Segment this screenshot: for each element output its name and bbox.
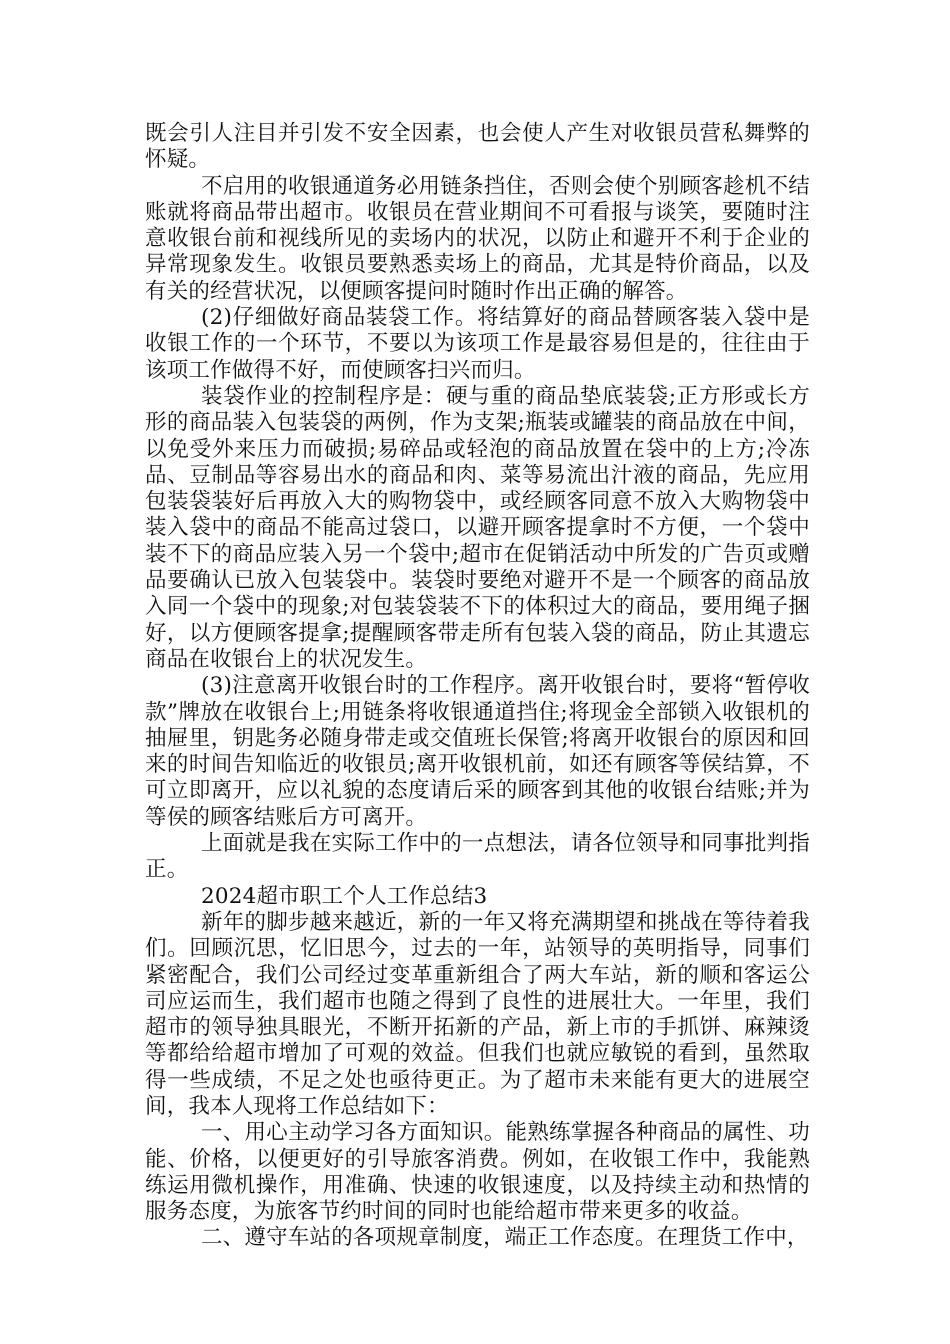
- paragraph-continuation: 既会引人注目并引发不安全因素，也会使人产生对收银员营私舞弊的怀疑。: [145, 121, 810, 173]
- paragraph-checkout-lane: 不启用的收银通道务必用链条挡住，否则会使个别顾客趁机不结账就将商品带出超市。收银员在营业期间不可看报与谈笑，要随时注意收银台前和视线所见的卖场内的状况，以防止和避开不利于企业的异常现象发生。收银员要熟悉卖场上的商品，尤其是特价商品，以及有关的经营状况，以便顾客提问时随时作出正确的解答。: [145, 173, 810, 304]
- document-page: [145, 121, 810, 1252]
- paragraph-bagging-intro: (2)仔细做好商品装袋工作。将结算好的商品替顾客装入袋中是收银工作的一个环节，不要以为该项工作是最容易但是的，往往由于该项工作做得不好，而使顾客扫兴而归。: [145, 305, 810, 383]
- paragraph-point-one: 一、用心主动学习各方面知识。能熟练掌握各种商品的属性、功能、价格，以便更好的引导旅客消费。例如，在收银工作中，我能熟练运用微机操作，用准确、快速的收银速度，以及持续主动和热情的服务态度，为旅客节约时间的同时也能给超市带来更多的收益。: [145, 1120, 810, 1225]
- paragraph-closing-remark: 上面就是我在实际工作中的一点想法，请各位领导和同事批判指正。: [145, 831, 810, 883]
- paragraph-bagging-procedure: 装袋作业的控制程序是：硬与重的商品垫底装袋;正方形或长方形的商品装入包装袋的两例，作为支架;瓶装或罐装的商品放在中间，以免受外来压力而破损;易碎品或轻泡的商品放置在袋中的上方;冷冻品、豆制品等容易出水的商品和肉、菜等易流出汁液的商品，先应用包装袋装好后再放入大的购物袋中，或经顾客同意不放入大购物袋中装入袋中的商品不能高过袋口，以避开顾客提拿时不方便，一个袋中装不下的商品应装入另一个袋中;超市在促销活动中所发的广告页或赠品要确认已放入包装袋中。装袋时要绝对避开不是一个顾客的商品放入同一个袋中的现象;对包装袋装不下的体积过大的商品，要用绳子捆好，以方便顾客提拿;提醒顾客带走所有包装入袋的商品，防止其遗忘商品在收银台上的状况发生。: [145, 383, 810, 672]
- paragraph-point-two: 二、遵守车站的各项规章制度，端正工作态度。在理货工作中，: [201, 1225, 809, 1251]
- paragraph-new-year: 新年的脚步越来越近，新的一年又将充满期望和挑战在等待着我们。回顾沉思，忆旧思今，过去的一年，站领导的英明指导，同事们紧密配合，我们公司经过变革重新组合了两大车站，新的顺和客运公司应运而生，我们超市也随之得到了良性的进展壮大。一年里，我们超市的领导独具眼光，不断开拓新的产品，新上市的手抓饼、麻辣烫等都给给超市增加了可观的效益。但我们也就应敏锐的看到，虽然取得一些成绩，不足之处也亟待更正。为了超市未来能有更大的进展空间，我本人现将工作总结如下：: [145, 909, 810, 1119]
- section-heading: 2024超市职工个人工作总结3: [201, 883, 488, 909]
- paragraph-leaving-register: (3)注意离开收银台时的工作程序。离开收银台时，要将“暂停收款”牌放在收银台上;用链条将收银通道挡住;将现金全部锁入收银机的抽屉里，钥匙务必随身带走或交值班长保管;将离开收银台的原因和回来的时间告知临近的收银员;离开收银机前，如还有顾客等侯结算，不可立即离开，应以礼貌的态度请后采的顾客到其他的收银台结账;并为等侯的顾客结账后方可离开。: [145, 673, 810, 830]
